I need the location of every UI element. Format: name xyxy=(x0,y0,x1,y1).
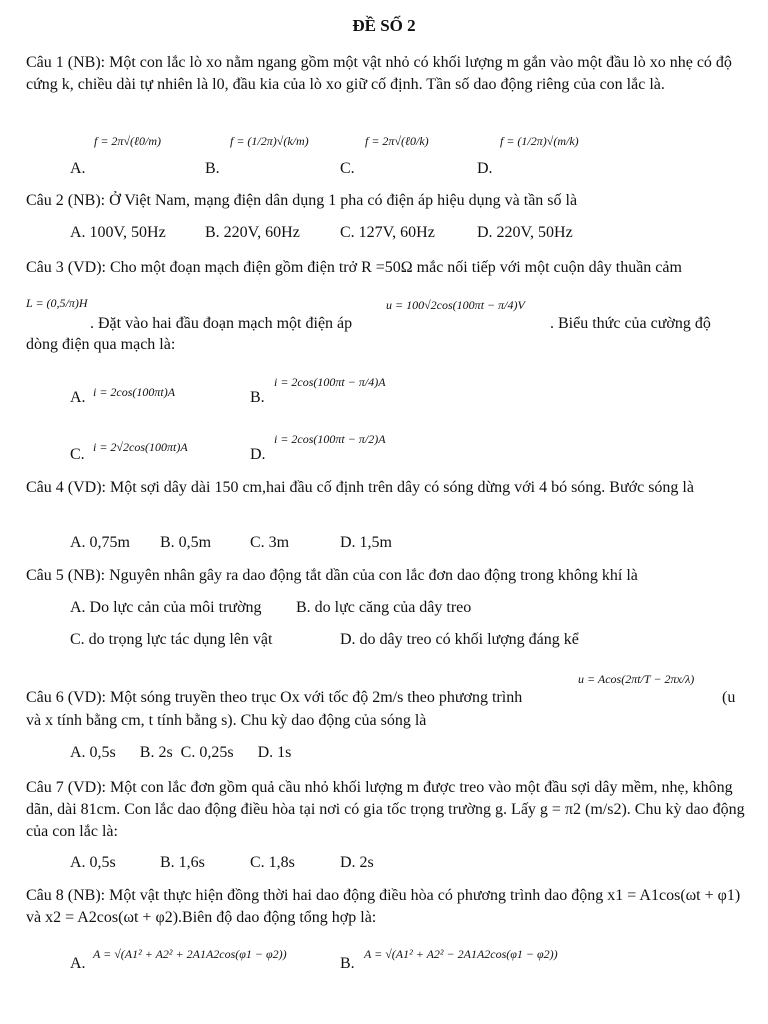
q6-tail-text: (u xyxy=(722,689,736,706)
q3-label-d: D. xyxy=(250,446,266,463)
q6-wave-formula: u = Acos(2πt/T − 2πx/λ) xyxy=(578,672,695,686)
q7-option-a: A. 0,5s xyxy=(70,854,116,871)
q2-option-b: B. 220V, 60Hz xyxy=(205,224,300,241)
q1-formula-b-text: f = (1/2π)√(k/m) xyxy=(230,134,309,148)
q1-formula-d-text: f = (1/2π)√(m/k) xyxy=(500,134,579,148)
q8-formula-b: A = √(A1² + A2² − 2A1A2cos(φ1 − φ2)) xyxy=(364,947,558,961)
page-title: ĐỀ SỐ 2 xyxy=(352,16,416,35)
q1-formula-d xyxy=(500,134,579,149)
q1-formula-c-text: f = 2π√(ℓ0/k) xyxy=(365,134,429,148)
q7-option-b: B. 1,6s xyxy=(160,854,205,871)
q1-label-a: A. xyxy=(70,160,86,177)
question-2-text: Câu 2 (NB): Ở Việt Nam, mạng điện dân dụng 1 pha có điện áp hiệu dụng và tần số là xyxy=(26,192,578,209)
q8-formula-a: A = √(A1² + A2² + 2A1A2cos(φ1 − φ2)) xyxy=(93,947,287,961)
q2-option-d: D. 220V, 50Hz xyxy=(477,224,573,241)
question-3-line-3: dòng điện qua mạch là: xyxy=(26,336,176,353)
q3-formula-b: i = 2cos(100πt − π/4)A xyxy=(274,375,386,389)
q3-label-a: A. xyxy=(70,389,86,406)
q3-middle-text: . Đặt vào hai đầu đoạn mạch một điện áp xyxy=(90,315,353,332)
question-3-line-1: Câu 3 (VD): Cho một đoạn mạch điện gồm điện trở R =50Ω mắc nối tiếp với một cuộn dây thuần cảm xyxy=(26,259,682,276)
q5-option-c: C. do trọng lực tác dụng lên vật xyxy=(70,631,273,648)
q1-formula-c xyxy=(365,134,429,149)
q4-option-a: A. 0,75m xyxy=(70,534,130,551)
q2-option-a: A. 100V, 50Hz xyxy=(70,224,166,241)
q1-label-b: B. xyxy=(205,160,220,177)
q7-option-d: D. 2s xyxy=(340,854,374,871)
question-4-text: Câu 4 (VD): Một sợi dây dài 150 cm,hai đầu cố định trên dây có sóng dừng với 4 bó sóng. Bước sóng là xyxy=(26,479,694,496)
q3-formula-c: i = 2√2cos(100πt)A xyxy=(93,440,188,454)
q3-formula-d: i = 2cos(100πt − π/2)A xyxy=(274,432,386,446)
q4-option-c: C. 3m xyxy=(250,534,290,551)
question-6-line-1: Câu 6 (VD): Một sóng truyền theo trục Ox với tốc độ 2m/s theo phương trình xyxy=(26,689,523,706)
q5-option-a: A. Do lực cản của môi trường xyxy=(70,599,262,616)
q4-option-d: D. 1,5m xyxy=(340,534,392,551)
q5-option-d: D. do dây treo có khối lượng đáng kể xyxy=(340,631,579,648)
q3-label-c: C. xyxy=(70,446,85,463)
q1-label-c: C. xyxy=(340,160,355,177)
question-1-text: Câu 1 (NB): Một con lắc lò xo nằm ngang gồm một vật nhỏ có khối lượng m gắn vào một đầu lò xo nhẹ có độ cứng k, chiều dài tự nhiên là l0, đầu kia của lò xo giữ cố định. Tần số dao động riêng của con lắc là. xyxy=(26,54,732,93)
q3-label-b: B. xyxy=(250,389,265,406)
q4-option-b: B. 0,5m xyxy=(160,534,212,551)
q1-formula-b xyxy=(230,134,309,149)
q3-inductance-formula: L = (0,5/π)H xyxy=(26,296,88,310)
q3-voltage-formula: u = 100√2cos(100πt − π/4)V xyxy=(386,298,525,312)
q3-formula-a: i = 2cos(100πt)A xyxy=(93,385,176,399)
q1-label-d: D. xyxy=(477,160,493,177)
q6-options: A. 0,5s B. 2s C. 0,25s D. 1s xyxy=(70,744,292,761)
question-7-text: Câu 7 (VD): Một con lắc đơn gồm quả cầu nhỏ khối lượng m được treo vào một đầu sợi dây mềm, nhẹ, không dãn, dài 81cm. Con lắc dao động điều hòa tại nơi có gia tốc trọng trường g. Lấy g = π2 (m/s2). Chu kỳ dao động của con lắc là: xyxy=(26,779,745,840)
q8-label-b: B. xyxy=(340,955,355,972)
question-8-text: Câu 8 (NB): Một vật thực hiện đồng thời hai dao động điều hòa có phương trình dao động x1 = A1cos(ωt + φ1) và x2 = A2cos(ωt + φ2).Biên độ dao động tổng hợp là: xyxy=(26,887,741,926)
q2-option-c: C. 127V, 60Hz xyxy=(340,224,435,241)
q3-end-text: . Biểu thức của cường độ xyxy=(550,315,711,332)
q1-formula-a xyxy=(94,134,161,149)
q5-option-b: B. do lực căng của dây treo xyxy=(296,599,472,616)
q7-option-c: C. 1,8s xyxy=(250,854,295,871)
q8-label-a: A. xyxy=(70,955,86,972)
question-6-line-2: và x tính bằng cm, t tính bằng s). Chu kỳ dao động của sóng là xyxy=(26,712,427,729)
q1-formula-a-text: f = 2π√(ℓ0/m) xyxy=(94,134,162,148)
question-5-text: Câu 5 (NB): Nguyên nhân gây ra dao động tắt dần của con lắc đơn dao động trong không khí là xyxy=(26,567,638,584)
